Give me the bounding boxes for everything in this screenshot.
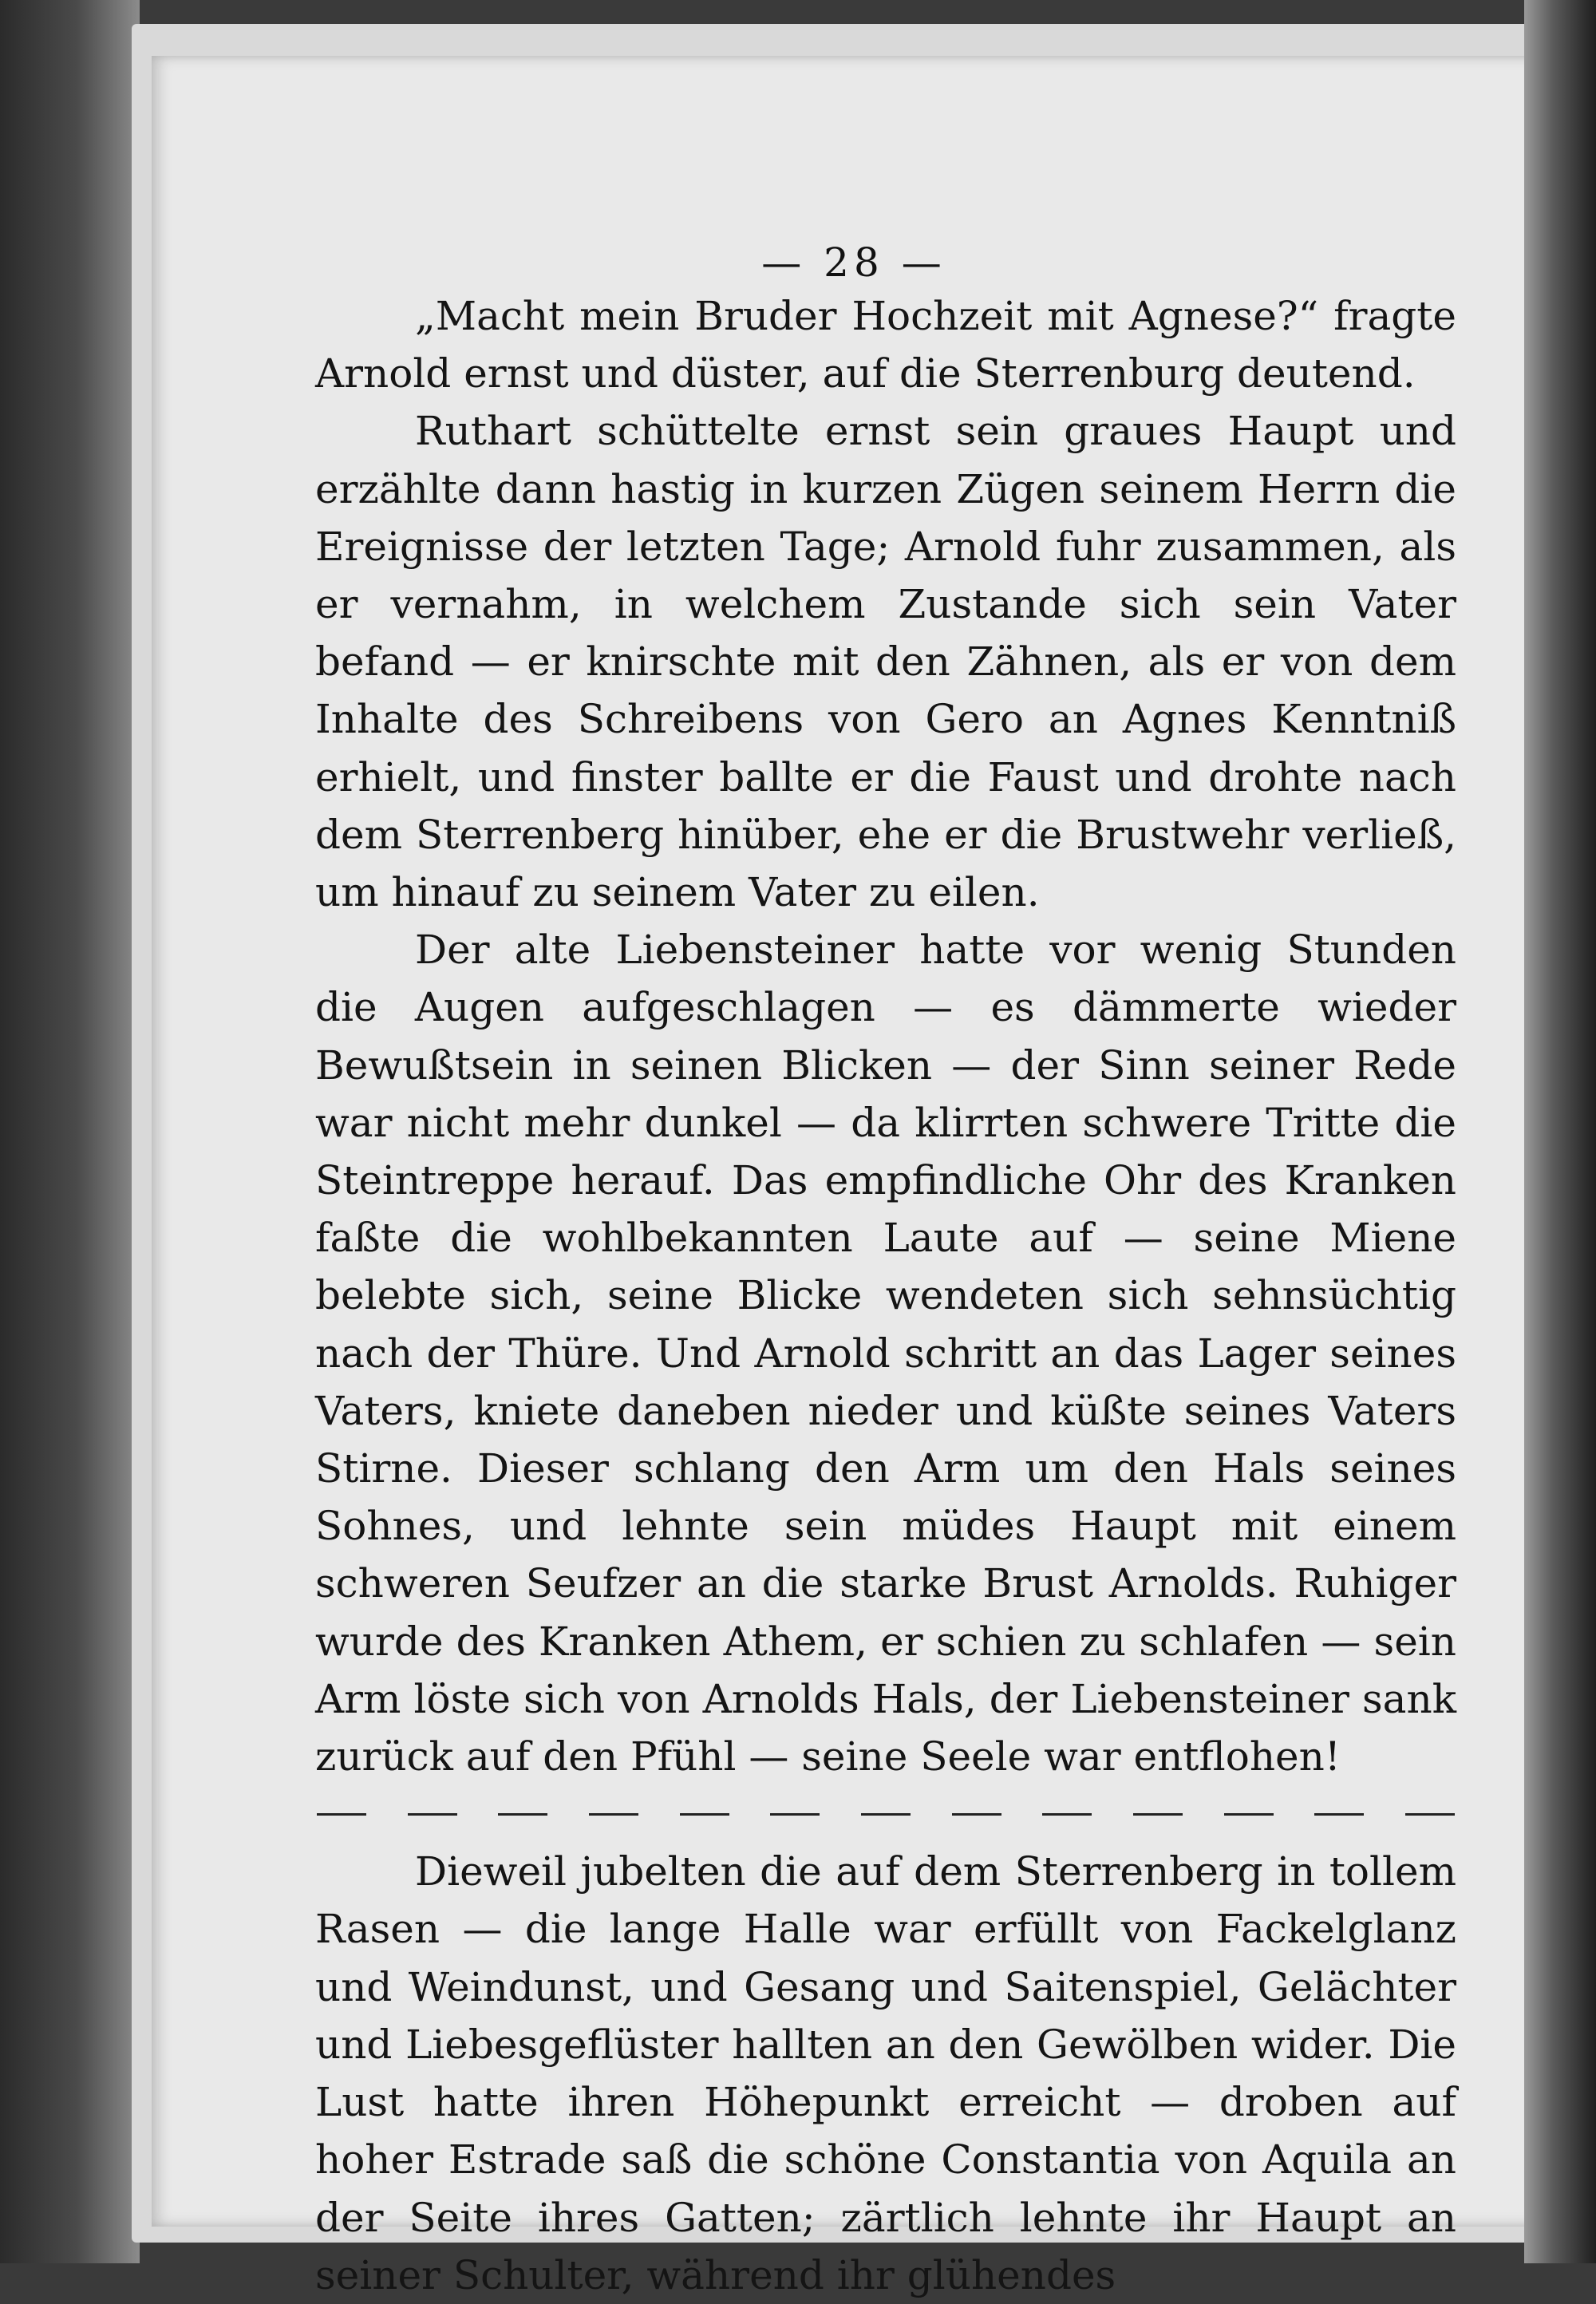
- divider-dash: [952, 1813, 1001, 1816]
- divider-dash: [1042, 1813, 1092, 1816]
- paragraph-2: Ruthart schüttelte ernst sein graues Haupt und erzählte dann hastig in kurzen Zügen seinem Herrn die Ereignisse der letzten Tage; Arnold fuhr zusammen, als er vernahm, in welchem Zustande sich sein Vater befand — er knirschte mit den Zähnen, als er von dem Inhalte des Schreibens von Gero an Agnes Kenntniß erhielt, und finster ballte er die Faust und drohte nach dem Sterrenberg hinüber, ehe er die Brustwehr verließ, um hinauf zu seinem Vater zu eilen.: [315, 408, 1456, 916]
- book-cover-left: [0, 0, 140, 2263]
- divider-dash: [589, 1813, 638, 1816]
- paragraph-1: „Macht mein Bruder Hochzeit mit Agnese?“ fragte Arnold ernst und düster, auf die Sterrenburg deutend.: [315, 293, 1456, 397]
- page-number: — 28 —: [761, 239, 946, 286]
- divider-dash: [1314, 1813, 1364, 1816]
- section-divider: [315, 1785, 1456, 1843]
- divider-dash: [498, 1813, 547, 1816]
- text-block: [315, 287, 1456, 2304]
- divider-dash: [317, 1813, 366, 1816]
- book-edge-right: [1524, 0, 1596, 2263]
- divider-dash: [1405, 1813, 1455, 1816]
- divider-dash: [1133, 1813, 1183, 1816]
- paragraph-3: Der alte Liebensteiner hatte vor wenig Stunden die Augen aufgeschlagen — es dämmerte wieder Bewußtsein in seinen Blicken — der Sinn seiner Rede war nicht mehr dunkel — da klirrten schwere Tritte die Steintreppe herauf. Das empfindliche Ohr des Kranken faßte die wohlbekannten Laute auf — seine Miene belebte sich, seine Blicke wendeten sich sehnsüchtig nach der Thüre. Und Arnold schritt an das Lager seines Vaters, kniete daneben nieder und küßte seines Vaters Stirne. Dieser schlang den Arm um den Hals seines Sohnes, und lehnte sein müdes Haupt mit einem schweren Seufzer an die starke Brust Arnolds. Ruhiger wurde des Kranken Athem, er schien zu schlafen — sein Arm löste sich von Arnolds Hals, der Liebensteiner sank zurück auf den Pfühl — seine Seele war entflohen!: [315, 927, 1456, 1780]
- paragraph-4: Dieweil jubelten die auf dem Sterrenberg in tollem Rasen — die lange Halle war erfüllt von Fackelglanz und Weindunst, und Gesang und Saitenspiel, Gelächter und Liebesgeflüster hallten an den Gewölben wider. Die Lust hatte ihren Höhepunkt erreicht — droben auf hoher Estrade saß die schöne Constantia von Aquila an der Seite ihres Gatten; zärtlich lehnte ihr Haupt an seiner Schulter, während ihr glühendes: [315, 1848, 1456, 2298]
- divider-dash: [680, 1813, 729, 1816]
- divider-dash: [861, 1813, 911, 1816]
- divider-dash: [1224, 1813, 1274, 1816]
- divider-dash: [770, 1813, 820, 1816]
- divider-dash: [408, 1813, 457, 1816]
